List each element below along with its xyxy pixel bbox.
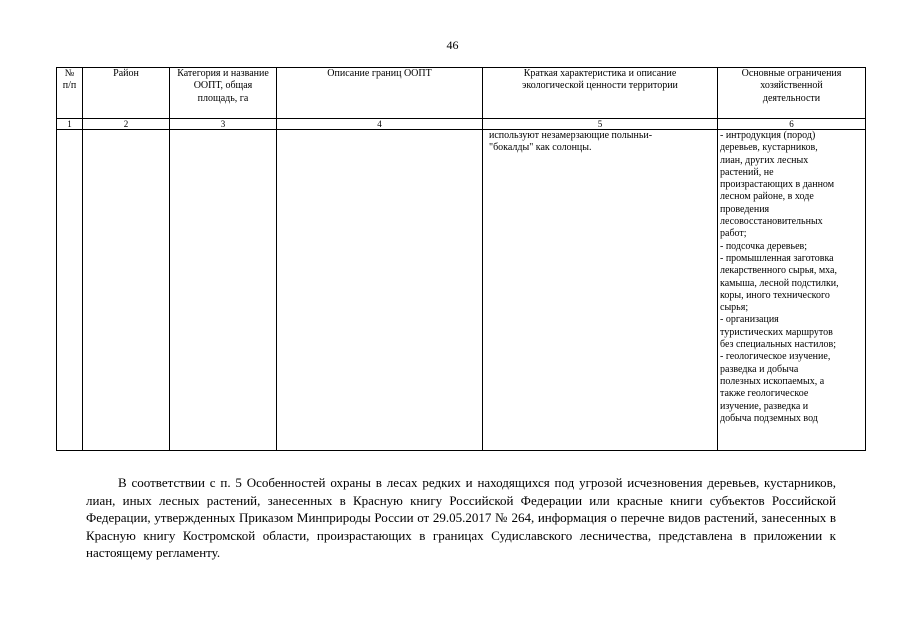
cell-number bbox=[57, 130, 83, 451]
header-district: Район bbox=[83, 68, 170, 119]
table-header-row bbox=[57, 68, 866, 119]
column-number: 4 bbox=[277, 119, 483, 130]
cell-restrictions bbox=[718, 130, 866, 451]
header-boundaries: Описание границ ООПТ bbox=[277, 68, 483, 119]
oopt-table bbox=[56, 67, 866, 451]
column-number: 1 bbox=[57, 119, 83, 130]
restrictions-text: - интродукция (пород) деревьев, кустарников, лиан, других лесных растений, не произрастающих в данном лесном районе, в ходе проведения лесовосстановительных работ; - подсочка деревьев; - промышленная заготовка лекарственного сырья, мха, камыша, лесной подстилки, коры, иного технического сырья; - организация туристических маршрутов без специальных настилов; - геологическое изучение, разведка и добыча полезных ископаемых, а также геологическое изучение, разведка и добыча подземных вод bbox=[720, 130, 839, 424]
cell-category bbox=[170, 130, 277, 451]
header-restrictions: Основные ограничения хозяйственной деятельности bbox=[718, 68, 866, 119]
header-category: Категория и название ООПТ, общая площадь, га bbox=[170, 68, 277, 119]
column-number: 6 bbox=[718, 119, 866, 130]
cell-boundaries bbox=[277, 130, 483, 451]
column-number: 2 bbox=[83, 119, 170, 130]
page-number: 46 bbox=[446, 38, 459, 52]
cell-characteristics bbox=[483, 130, 718, 451]
regulation-paragraph: В соответствии с п. 5 Особенностей охраны в лесах редких и находящихся под угрозой исчезновения деревьев, кустарников, лиан, иных лесных растений, занесенных в Красную книгу Российской Федерации или красные книги субъектов Российской Федерации, утвержденных Приказом Минприроды России от 29.05.2017 № 264, информация о перечне видов растений, занесенных в Красную книгу Костромской области, произрастающих в границах Судиславского лесничества, представлена в приложении к настоящему регламенту. bbox=[86, 475, 836, 560]
header-characteristics: Краткая характеристика и описание экологической ценности территории bbox=[483, 68, 718, 119]
column-number: 3 bbox=[170, 119, 277, 130]
characteristics-text: используют незамерзающие полыньи- "бокалды" как солонцы. bbox=[489, 130, 653, 154]
table-row bbox=[57, 130, 866, 451]
header-number: № п/п bbox=[57, 68, 83, 119]
column-number-row bbox=[57, 119, 866, 130]
column-number: 5 bbox=[483, 119, 718, 130]
cell-district bbox=[83, 130, 170, 451]
